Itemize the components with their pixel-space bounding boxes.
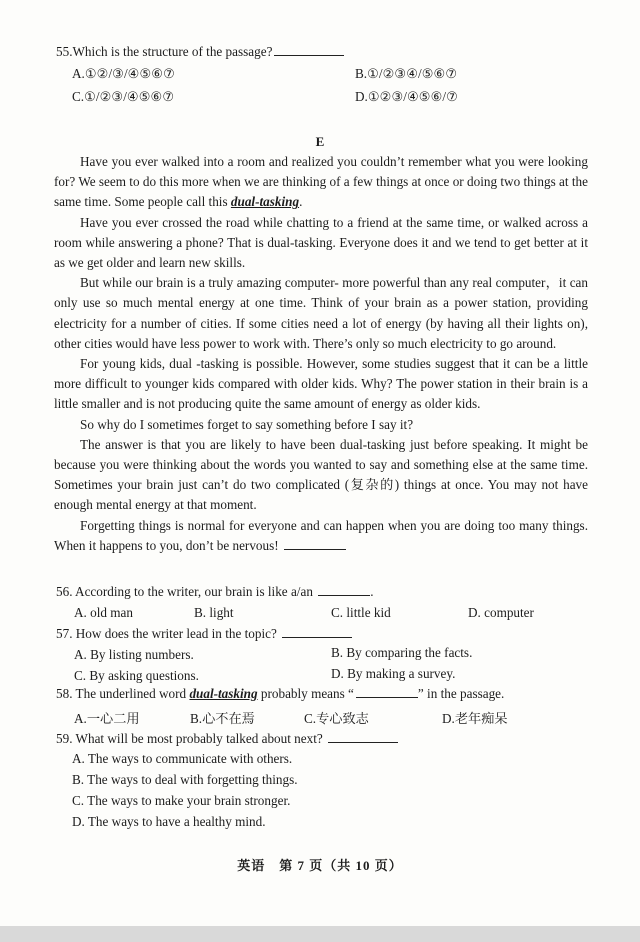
question-56-stem (56, 584, 374, 600)
paragraph-6: The answer is that you are likely to have been dual-tasking just before speaking. It might be because you were thinking about the words you wanted to say and something else at the same time. Sometimes your brain just can’t do two complicated (复杂的) things at once. You may not have enough mental energy at that moment. (54, 436, 588, 513)
q56-option-b: B. light (194, 605, 234, 620)
q56-option-a: A. old man (74, 605, 133, 620)
paragraph-4: For young kids, dual -tasking is possible. However, some studies suggest that it can be a little more difficult to younger kids compared with older kids. Why? The power station in their brain is a little smaller and is not producing quite the same amount of energy as older kids. (54, 356, 588, 412)
q58-option-c: C.专心致志 (304, 711, 369, 726)
q58-option-a: A.一心二用 (74, 711, 140, 726)
question-57-text: 57. How does the writer lead in the topic? (56, 626, 277, 641)
underlined-term: dual-tasking (230, 194, 300, 210)
paragraph-1-end: . (299, 194, 303, 210)
q57-option-c: C. By asking questions. (74, 668, 199, 683)
passage (54, 152, 588, 556)
q57-option-d: D. By making a survey. (331, 666, 456, 681)
question-58-stem (56, 686, 504, 702)
underlined-term: dual-tasking (189, 686, 258, 701)
question-56-end: . (370, 584, 374, 599)
q57-option-b: B. By comparing the facts. (331, 645, 473, 660)
answer-blank (282, 636, 352, 638)
q55-option-d: D.①②③/④⑤⑥/⑦ (355, 89, 458, 104)
question-58-text-mid: probably means “ (257, 686, 354, 701)
q55-option-b: B.①/②③④/⑤⑥⑦ (355, 66, 458, 81)
question-58-text: 58. The underlined word (56, 686, 190, 701)
paragraph-7-text: Forgetting things is normal for everyone and can happen when you are doing too many things. When it happens to you, don’t be nervous! (54, 517, 588, 553)
q59-option-d: D. The ways to have a healthy mind. (72, 814, 266, 829)
paragraph-1 (54, 152, 588, 213)
q55-option-a: A.①②/③/④⑤⑥⑦ (72, 66, 175, 81)
question-58-text-end: ” in the passage. (417, 686, 505, 701)
question-59-text: 59. What will be most probably talked about next? (56, 731, 323, 746)
paragraph-5: So why do I sometimes forget to say something before I say it? (80, 416, 414, 432)
answer-blank (274, 54, 344, 56)
paragraph-7 (54, 516, 588, 556)
q58-option-d: D.老年痴呆 (442, 711, 508, 726)
paragraph-3: But while our brain is a truly amazing computer- more powerful than any real computer，it can only use so much mental energy at one time. Think of your brain as a power station, providing electricity for a number of cities. If some cities need a lot of energy (by having all their lights on), other cities would have less power to work with. There’s only so much electricity to go around. (54, 275, 588, 351)
q56-option-c: C. little kid (331, 605, 391, 620)
q59-option-a: A. The ways to communicate with others. (72, 751, 293, 766)
question-59-stem (56, 731, 398, 747)
question-55-stem (56, 44, 344, 60)
answer-blank (284, 548, 346, 550)
section-title: E (315, 134, 325, 149)
answer-blank (318, 594, 370, 596)
q59-option-c: C. The ways to make your brain stronger. (72, 793, 291, 808)
answer-blank (356, 696, 418, 698)
question-56-text: 56. According to the writer, our brain is like a/an (56, 584, 313, 599)
question-55-text: 55.Which is the structure of the passage? (56, 44, 273, 59)
q56-option-d: D. computer (468, 605, 534, 620)
q55-option-c: C.①/②③/④⑤⑥⑦ (72, 89, 175, 104)
paragraph-2: Have you ever crossed the road while chatting to a friend at the same time, or walked across a room while answering a phone? That is dual-tasking. Everyone does it and we tend to get better at it as we get older and learn new skills. (54, 214, 588, 271)
q58-option-b: B.心不在焉 (190, 711, 255, 726)
viewer-bottom-bar (0, 926, 640, 942)
answer-blank (328, 741, 398, 743)
paragraph-1-text: Have you ever walked into a room and realized you couldn’t remember what you were looking for? We seem to do this more when we are thinking of a few things at once or doing two things at the same time. Some people call this (54, 154, 588, 210)
q59-option-b: B. The ways to deal with forgetting things. (72, 772, 298, 787)
question-57-stem (56, 626, 352, 642)
page-footer: 英语 第 7 页（共 10 页） (237, 858, 403, 873)
q57-option-a: A. By listing numbers. (74, 647, 194, 662)
